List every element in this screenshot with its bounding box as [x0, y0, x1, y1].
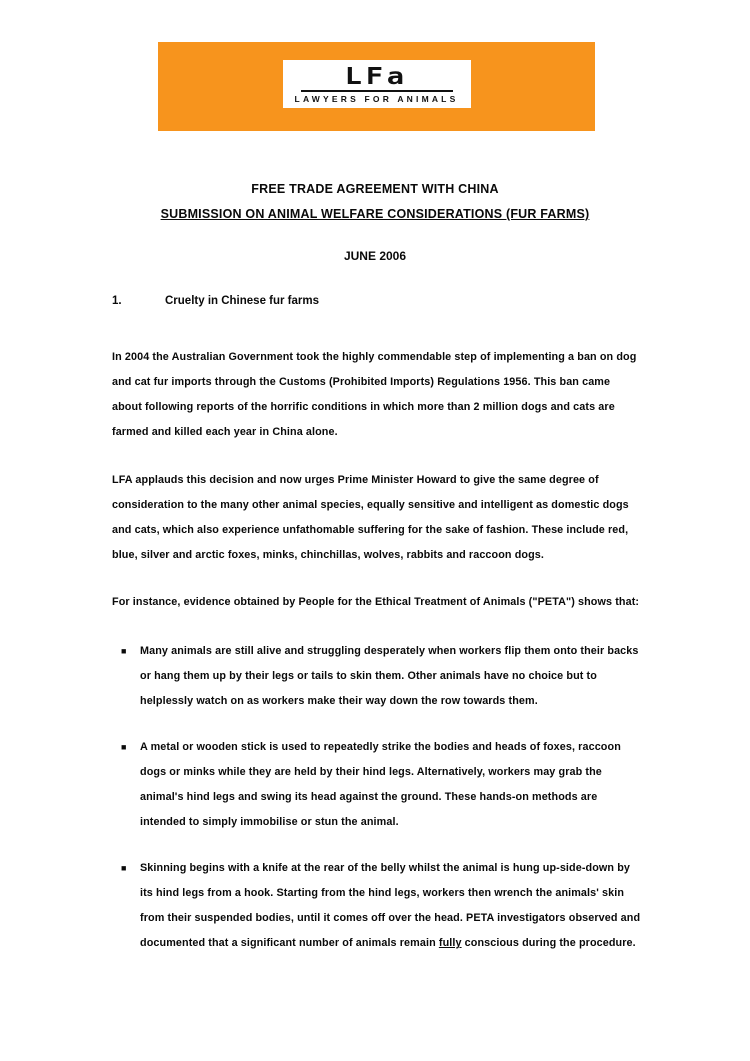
bullet-item-1 — [112, 639, 642, 714]
lfa-logo-name: LAWYERS FOR ANIMALS — [294, 94, 459, 104]
paragraph-1: In 2004 the Australian Government took the highly commendable step of implementing a ban on dog and cat fur imports through the Customs (Prohibited Imports) Regulations 1956. This ban came about following reports of the horrific conditions in which more than 2 million dogs and cats are farmed and killed each year in China alone. — [112, 351, 637, 438]
bullet-2-text: A metal or wooden stick is used to repeatedly strike the bodies and heads of foxes, raccoon dogs or minks while they are held by their hind legs. Alternatively, workers may grab the animal's hind legs and swing its head against the ground. These hands-on methods are intended to simply immobilise or stun the animal. — [140, 741, 621, 828]
bullet-item-2 — [112, 735, 642, 835]
logo-divider-rule — [301, 90, 453, 92]
bullet-3-text — [140, 856, 642, 956]
paragraph-2: LFA applauds this decision and now urges Prime Minister Howard to give the same degree of consideration to the many other animal species, equally sensitive and intelligent as domestic dogs and cats, which also experience unfathomable suffering for the sake of fashion. These include red, blue, silver and arctic foxes, minks, chinchillas, wolves, rabbits and raccoon dogs. — [112, 474, 629, 561]
lfa-logo-acronym: LFa — [344, 64, 409, 90]
paragraph-3-intro: For instance, evidence obtained by People for the Ethical Treatment of Animals ("PETA") shows that: — [112, 596, 640, 608]
bullet-3-text-post: conscious during the procedure. — [461, 937, 636, 949]
document-body — [112, 293, 642, 977]
bullet-square-icon: ■ — [121, 646, 127, 656]
section-heading — [112, 293, 642, 309]
bullet-1-text: Many animals are still alive and struggling desperately when workers flip them onto their backs or hang them up by their legs or tails to skin them. Other animals have no choice but to helplessly watch on as workers make their way down the row towards them. — [140, 645, 639, 707]
bullet-3-text-pre: Skinning begins with a knife at the rear of the belly whilst the animal is hung up-side-down by its hind legs from a hook. Starting from the hind legs, workers then wrench the animals' skin from their suspended bodies, until it comes off over the head. PETA investigators observed and documented that a significant number of animals remain — [140, 862, 641, 949]
logo-banner — [158, 42, 595, 131]
section-number: 1. — [112, 295, 122, 307]
document-title-block — [0, 177, 750, 227]
lfa-logo — [283, 60, 471, 108]
section-heading-text: Cruelty in Chinese fur farms — [165, 295, 320, 307]
title-line-2: SUBMISSION ON ANIMAL WELFARE CONSIDERATIONS (FUR FARMS) — [160, 207, 590, 221]
bullet-item-3 — [112, 856, 642, 956]
bullet-3-underlined-word: fully — [438, 937, 462, 949]
bullet-square-icon: ■ — [121, 863, 127, 873]
bullet-square-icon: ■ — [121, 742, 127, 752]
document-date: JUNE 2006 — [343, 249, 407, 263]
title-line-1: FREE TRADE AGREEMENT WITH CHINA — [251, 182, 499, 196]
